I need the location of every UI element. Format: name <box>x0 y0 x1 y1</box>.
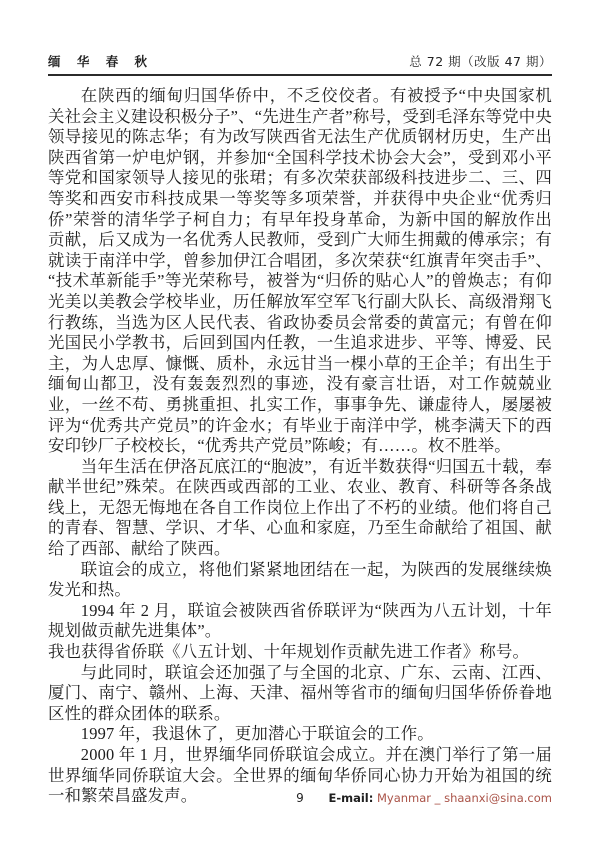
paragraph: 我也获得省侨联《八五计划、十年规划作贡献先进工作者》称号。 <box>48 642 530 662</box>
issue-info: 总 72 期（改版 47 期） <box>409 54 552 69</box>
paragraph: 与此同时，联谊会还加强了与全国的北京、广东、云南、江西、厦门、南宁、赣州、上海、天津、福州等省市的缅甸归国华侨侨眷地区性的群众团体的联系。 <box>48 662 552 723</box>
journal-title: 缅 华 春 秋 <box>48 54 154 69</box>
article-body <box>48 86 552 807</box>
header-divider <box>48 74 552 76</box>
email-address: Myanmar _ shaanxi@sina.com <box>376 791 552 805</box>
paragraph: 2000 年 1 月，世界缅华同侨联谊会成立。并在澳门举行了第一届世界缅华同侨联谊大会。全世界的缅甸华侨同心协力开始为祖国的统一和繁荣昌盛发声。 <box>48 745 552 806</box>
paragraph: 1994 年 2 月，联谊会被陕西省侨联评为“陕西为八五计划，十年规划做贡献先进集体”。 <box>48 600 552 641</box>
page-number: 9 <box>296 791 304 805</box>
page-footer <box>48 791 552 805</box>
paragraph: 1997 年，我退休了，更加潜心于联谊会的工作。 <box>80 724 434 744</box>
paragraph: 联谊会的成立，将他们紧紧地团结在一起，为陕西的发展继续焕发光和热。 <box>48 559 552 600</box>
paragraph: 在陕西的缅甸归国华侨中，不乏佼佼者。有被授予“中央国家机关社会主义建设积极分子”、“先进生产者”称号，受到毛泽东等党中央领导接见的陈志华；有为改写陕西省无法生产优质钢材历史，生产出陕西省第一炉电炉钢，并参加“全国科学技术协会大会”，受到邓小平等党和国家领导人接见的张珺；有多次荣获部级科技进步二、三、四等奖和西安市科技成果一等奖等多项荣誉，并获得中央企业“优秀归侨”荣誉的清华学子柯自力；有早年投身革命，为新中国的解放作出贡献，后又成为一名优秀人民教师，受到广大师生拥戴的傅承宗；有就读于南洋中学，曾参加伊江合唱团，多次荣获“红旗青年突击手”、“技术革新能手”等光荣称号，被誉为“归侨的贴心人”的曾焕志；有仰光美以美教会学校毕业，历任解放军空军飞行副大队长、高级滑翔飞行教练，当选为区人民代表、省政协委员会常委的黄富元；有曾在仰光国民小学教书，后回到国内任教，一生追求进步、平等、博爱、民主，为人忠厚、慷慨、质朴，永远甘当一棵小草的王企羊；有出生于缅甸山都卫，没有轰轰烈烈的事迹，没有豪言壮语，对工作兢兢业业，一丝不苟、勇挑重担、扎实工作，事事争先、谦虚待人，屡屡被评为“优秀共产党员”的许金水；有毕业于南洋中学，桃李满天下的西安印钞厂子校校长，“优秀共产党员”陈峻；有……。枚不胜举。 <box>48 86 552 456</box>
email-label: E-mail: <box>328 791 374 805</box>
paragraph: 当年生活在伊洛瓦底江的“胞波”，有近半数获得“归国五十载，奉献半世纪”殊荣。在陕西或西部的工业、农业、教育、科研等各条战线上，无怨无悔地在各自工作岗位上作出了不朽的业绩。他们将自己的青春、智慧、学识、才华、心血和家庭，乃至生命献给了祖国、献给了西部、献给了陕西。 <box>48 456 552 559</box>
page-header <box>48 52 552 70</box>
email-line <box>304 791 552 805</box>
